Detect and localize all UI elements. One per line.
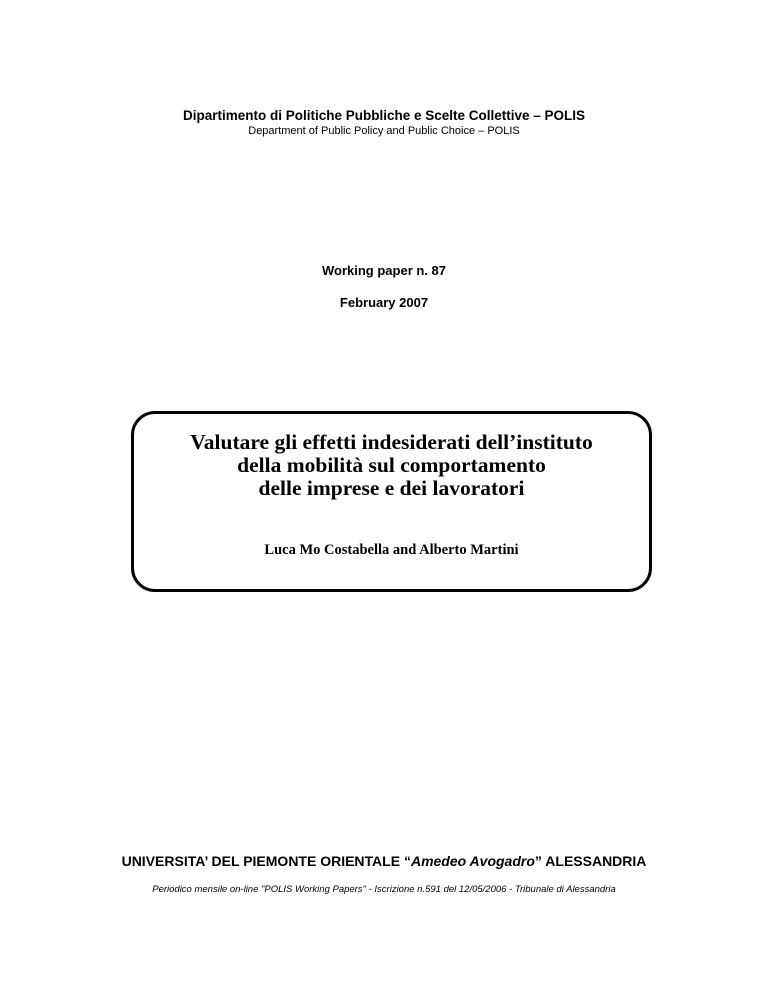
paper-title-line-3: delle imprese e dei lavoratori	[258, 476, 525, 500]
university-name	[0, 853, 768, 869]
publication-date: February 2007	[339, 295, 429, 310]
department-name-italian: Dipartimento di Politiche Pubbliche e Scelte Collettive – POLIS	[182, 108, 586, 123]
paper-title-line-2: della mobilità sul comportamento	[237, 453, 546, 477]
department-name-english: Department of Public Policy and Public Choice – POLIS	[248, 125, 520, 137]
working-paper-number: Working paper n. 87	[321, 263, 446, 278]
paper-authors: Luca Mo Costabella and Alberto Martini	[264, 542, 519, 558]
university-name-prefix: UNIVERSITA’ DEL PIEMONTE ORIENTALE “	[121, 853, 411, 869]
title-box	[131, 411, 652, 592]
publication-registration-note: Periodico mensile on-line "POLIS Working Papers" - Iscrizione n.591 del 12/05/2006 - Tribunale di Alessandria	[152, 884, 616, 895]
university-name-italic: Amedeo Avogadro	[410, 853, 535, 869]
paper-title-line-1: Valutare gli effetti indesiderati dell’instituto	[190, 430, 593, 454]
paper-title	[134, 431, 649, 500]
university-name-suffix: ” ALESSANDRIA	[534, 853, 647, 869]
